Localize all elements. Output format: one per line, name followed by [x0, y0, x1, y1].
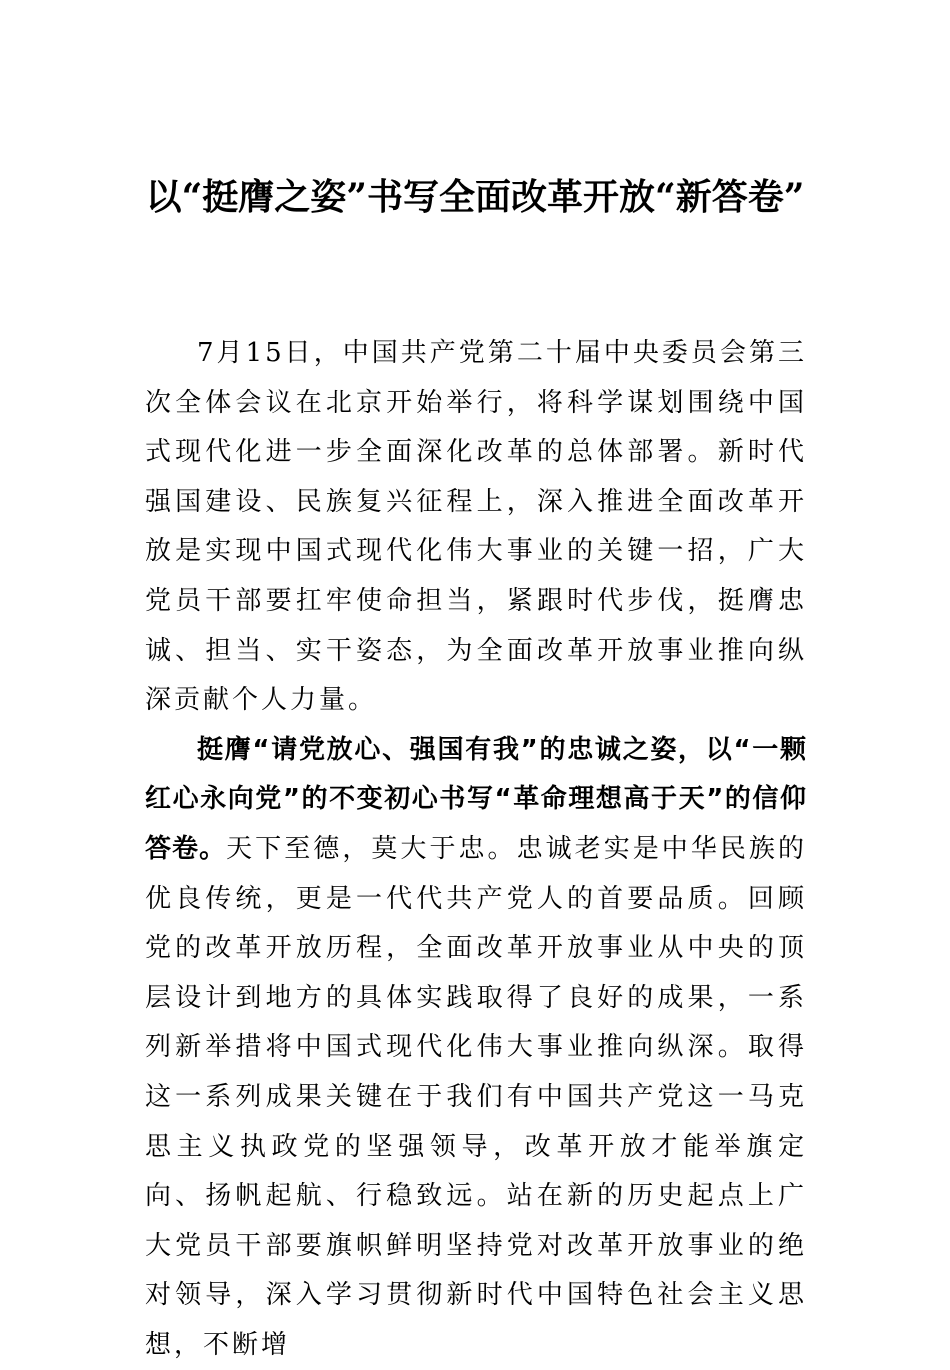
document-body [145, 329, 807, 1370]
paragraph-2-text: 天下至德，莫大于忠。忠诚老实是中华民族的优良传统，更是一代代共产党人的首要品质。回顾党的改革开放历程，全面改革开放事业从中央的顶层设计到地方的具体实践取得了良好的成果，一系列新举措将中国式现代化伟大事业推向纵深。取得这一系列成果关键在于我们有中国共产党这一马克思主义执政党的坚强领导，改革开放才能举旗定向、扬帆起航、行稳致远。站在新的历史起点上广大党员干部要旗帜鲜明坚持党对改革开放事业的绝对领导，深入学习贯彻新时代中国特色社会主义思想，不断增 [145, 833, 807, 1360]
paragraph-2 [145, 726, 807, 1370]
paragraph-1 [145, 329, 807, 726]
paragraph-2-lead: 挺膺“请党放心、强国有我”的忠诚之姿，以“一颗红心永向党”的不变初心书写“革命理想高于天”的信仰答卷。 [145, 734, 807, 864]
paragraph-1-text: 7月15日，中国共产党第二十届中央委员会第三次全体会议在北京开始举行，将科学谋划围绕中国式现代化进一步全面深化改革的总体部署。新时代强国建设、民族复兴征程上，深入推进全面改革开放是实现中国式现代化伟大事业的关键一招，广大党员干部要扛牢使命担当，紧跟时代步伐，挺膺忠诚、担当、实干姿态，为全面改革开放事业推向纵深贡献个人力量。 [145, 338, 807, 716]
document-title: 以“挺膺之姿”书写全面改革开放“新答卷” [145, 176, 805, 218]
